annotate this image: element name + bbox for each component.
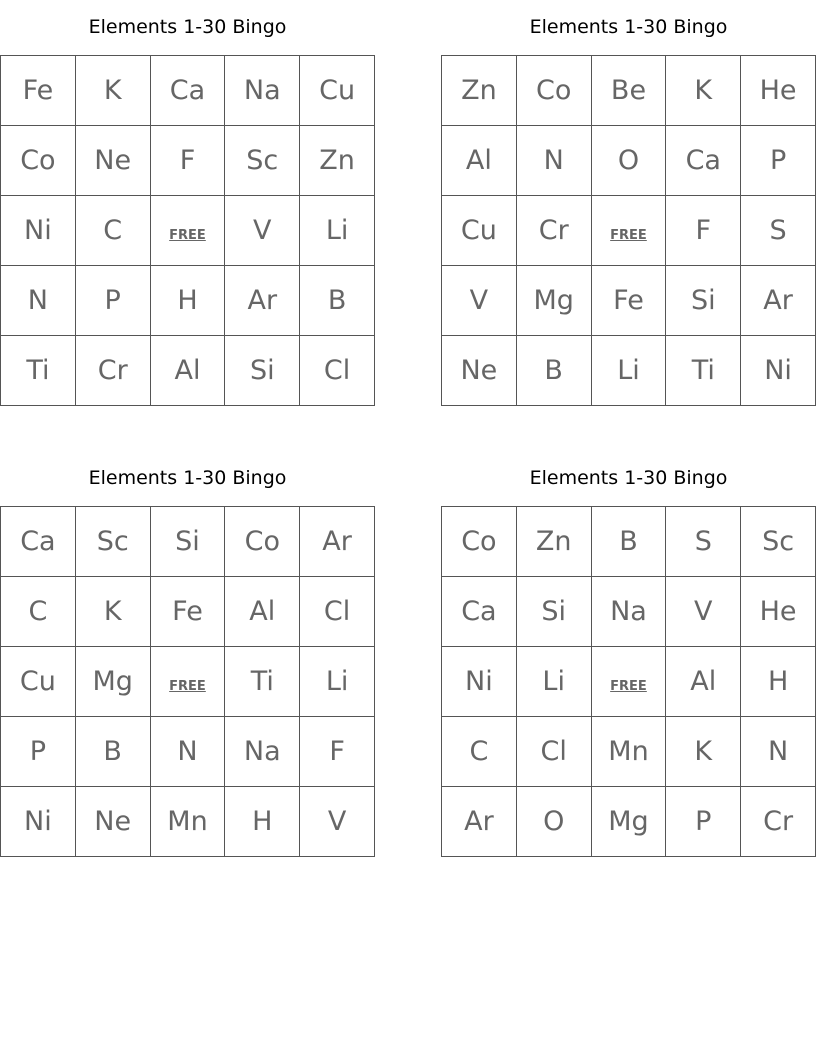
card-title: Elements 1-30 Bingo <box>529 16 728 38</box>
element-cell: Ca <box>666 126 741 196</box>
element-cell: V <box>225 196 300 266</box>
bingo-row <box>442 196 816 266</box>
bingo-row <box>1 787 375 857</box>
element-cell: Zn <box>516 507 591 577</box>
bingo-grid <box>0 55 375 406</box>
element-cell: Co <box>442 507 517 577</box>
element-cell: K <box>666 56 741 126</box>
bingo-row <box>442 647 816 717</box>
bingo-row <box>1 717 375 787</box>
bingo-row <box>1 577 375 647</box>
element-cell: Ti <box>225 647 300 717</box>
bingo-card-1 <box>0 0 375 406</box>
free-space-cell <box>150 647 225 717</box>
element-cell: Co <box>225 507 300 577</box>
element-cell: P <box>75 266 150 336</box>
element-cell: Cu <box>1 647 76 717</box>
element-cell: Fe <box>150 577 225 647</box>
element-cell: Ni <box>1 196 76 266</box>
element-cell: Ca <box>1 507 76 577</box>
element-cell: Cr <box>516 196 591 266</box>
element-cell: Si <box>150 507 225 577</box>
element-cell: Ar <box>225 266 300 336</box>
bingo-row <box>1 507 375 577</box>
element-cell: C <box>442 717 517 787</box>
element-cell: Mn <box>591 717 666 787</box>
free-space-cell <box>591 647 666 717</box>
element-cell: S <box>741 196 816 266</box>
element-cell: Li <box>516 647 591 717</box>
element-cell: K <box>75 577 150 647</box>
element-cell: Si <box>516 577 591 647</box>
element-cell: B <box>300 266 375 336</box>
element-cell: Ar <box>741 266 816 336</box>
bingo-row <box>442 266 816 336</box>
element-cell: P <box>1 717 76 787</box>
bingo-row <box>442 787 816 857</box>
element-cell: Cu <box>300 56 375 126</box>
free-space-label: FREE <box>169 228 206 243</box>
element-cell: F <box>666 196 741 266</box>
element-cell: He <box>741 577 816 647</box>
element-cell: V <box>666 577 741 647</box>
bingo-grid <box>441 55 816 406</box>
element-cell: F <box>300 717 375 787</box>
element-cell: Mg <box>591 787 666 857</box>
element-cell: He <box>741 56 816 126</box>
element-cell: Sc <box>75 507 150 577</box>
element-cell: N <box>516 126 591 196</box>
element-cell: Ne <box>75 787 150 857</box>
element-cell: P <box>666 787 741 857</box>
element-cell: Ar <box>300 507 375 577</box>
bingo-row <box>442 56 816 126</box>
free-space-label: FREE <box>610 679 647 694</box>
element-cell: P <box>741 126 816 196</box>
element-cell: Ca <box>150 56 225 126</box>
element-cell: Co <box>1 126 76 196</box>
element-cell: Al <box>666 647 741 717</box>
element-cell: Ni <box>442 647 517 717</box>
element-cell: Fe <box>591 266 666 336</box>
element-cell: Si <box>225 336 300 406</box>
free-space-cell <box>591 196 666 266</box>
element-cell: Cr <box>75 336 150 406</box>
bingo-row <box>1 336 375 406</box>
element-cell: H <box>741 647 816 717</box>
card-title: Elements 1-30 Bingo <box>88 16 287 38</box>
element-cell: N <box>1 266 76 336</box>
bingo-row <box>1 266 375 336</box>
bingo-row <box>442 126 816 196</box>
bingo-row <box>1 126 375 196</box>
element-cell: O <box>591 126 666 196</box>
bingo-row <box>442 577 816 647</box>
bingo-grid <box>0 506 375 857</box>
bingo-row <box>1 56 375 126</box>
free-space-label: FREE <box>610 228 647 243</box>
element-cell: B <box>591 507 666 577</box>
element-cell: Ti <box>1 336 76 406</box>
element-cell: Zn <box>442 56 517 126</box>
bingo-card-3 <box>0 451 375 857</box>
element-cell: N <box>150 717 225 787</box>
element-cell: Co <box>516 56 591 126</box>
element-cell: C <box>75 196 150 266</box>
free-space-cell <box>150 196 225 266</box>
element-cell: O <box>516 787 591 857</box>
element-cell: Be <box>591 56 666 126</box>
free-space-label: FREE <box>169 679 206 694</box>
element-cell: Mg <box>75 647 150 717</box>
element-cell: N <box>741 717 816 787</box>
element-cell: Mn <box>150 787 225 857</box>
element-cell: C <box>1 577 76 647</box>
element-cell: Cl <box>300 577 375 647</box>
element-cell: Fe <box>1 56 76 126</box>
element-cell: Cu <box>442 196 517 266</box>
element-cell: H <box>225 787 300 857</box>
element-cell: Ne <box>75 126 150 196</box>
element-cell: Al <box>150 336 225 406</box>
element-cell: B <box>75 717 150 787</box>
card-title: Elements 1-30 Bingo <box>88 467 287 489</box>
bingo-card-2 <box>441 0 816 406</box>
element-cell: Ca <box>442 577 517 647</box>
element-cell: V <box>300 787 375 857</box>
element-cell: Li <box>300 647 375 717</box>
bingo-grid <box>441 506 816 857</box>
element-cell: Na <box>225 717 300 787</box>
element-cell: K <box>666 717 741 787</box>
element-cell: Li <box>300 196 375 266</box>
element-cell: Si <box>666 266 741 336</box>
element-cell: Na <box>225 56 300 126</box>
element-cell: Na <box>591 577 666 647</box>
bingo-row <box>1 196 375 266</box>
element-cell: B <box>516 336 591 406</box>
card-title: Elements 1-30 Bingo <box>529 467 728 489</box>
element-cell: Zn <box>300 126 375 196</box>
element-cell: Sc <box>741 507 816 577</box>
element-cell: Ni <box>741 336 816 406</box>
bingo-row <box>1 647 375 717</box>
bingo-row <box>442 336 816 406</box>
bingo-row <box>442 507 816 577</box>
element-cell: Li <box>591 336 666 406</box>
bingo-card-4 <box>441 451 816 857</box>
element-cell: Cl <box>516 717 591 787</box>
element-cell: S <box>666 507 741 577</box>
element-cell: H <box>150 266 225 336</box>
element-cell: V <box>442 266 517 336</box>
element-cell: Al <box>225 577 300 647</box>
element-cell: Cl <box>300 336 375 406</box>
element-cell: Ni <box>1 787 76 857</box>
bingo-row <box>442 717 816 787</box>
element-cell: F <box>150 126 225 196</box>
element-cell: Ti <box>666 336 741 406</box>
element-cell: Cr <box>741 787 816 857</box>
element-cell: K <box>75 56 150 126</box>
element-cell: Ar <box>442 787 517 857</box>
element-cell: Ne <box>442 336 517 406</box>
element-cell: Mg <box>516 266 591 336</box>
element-cell: Al <box>442 126 517 196</box>
element-cell: Sc <box>225 126 300 196</box>
